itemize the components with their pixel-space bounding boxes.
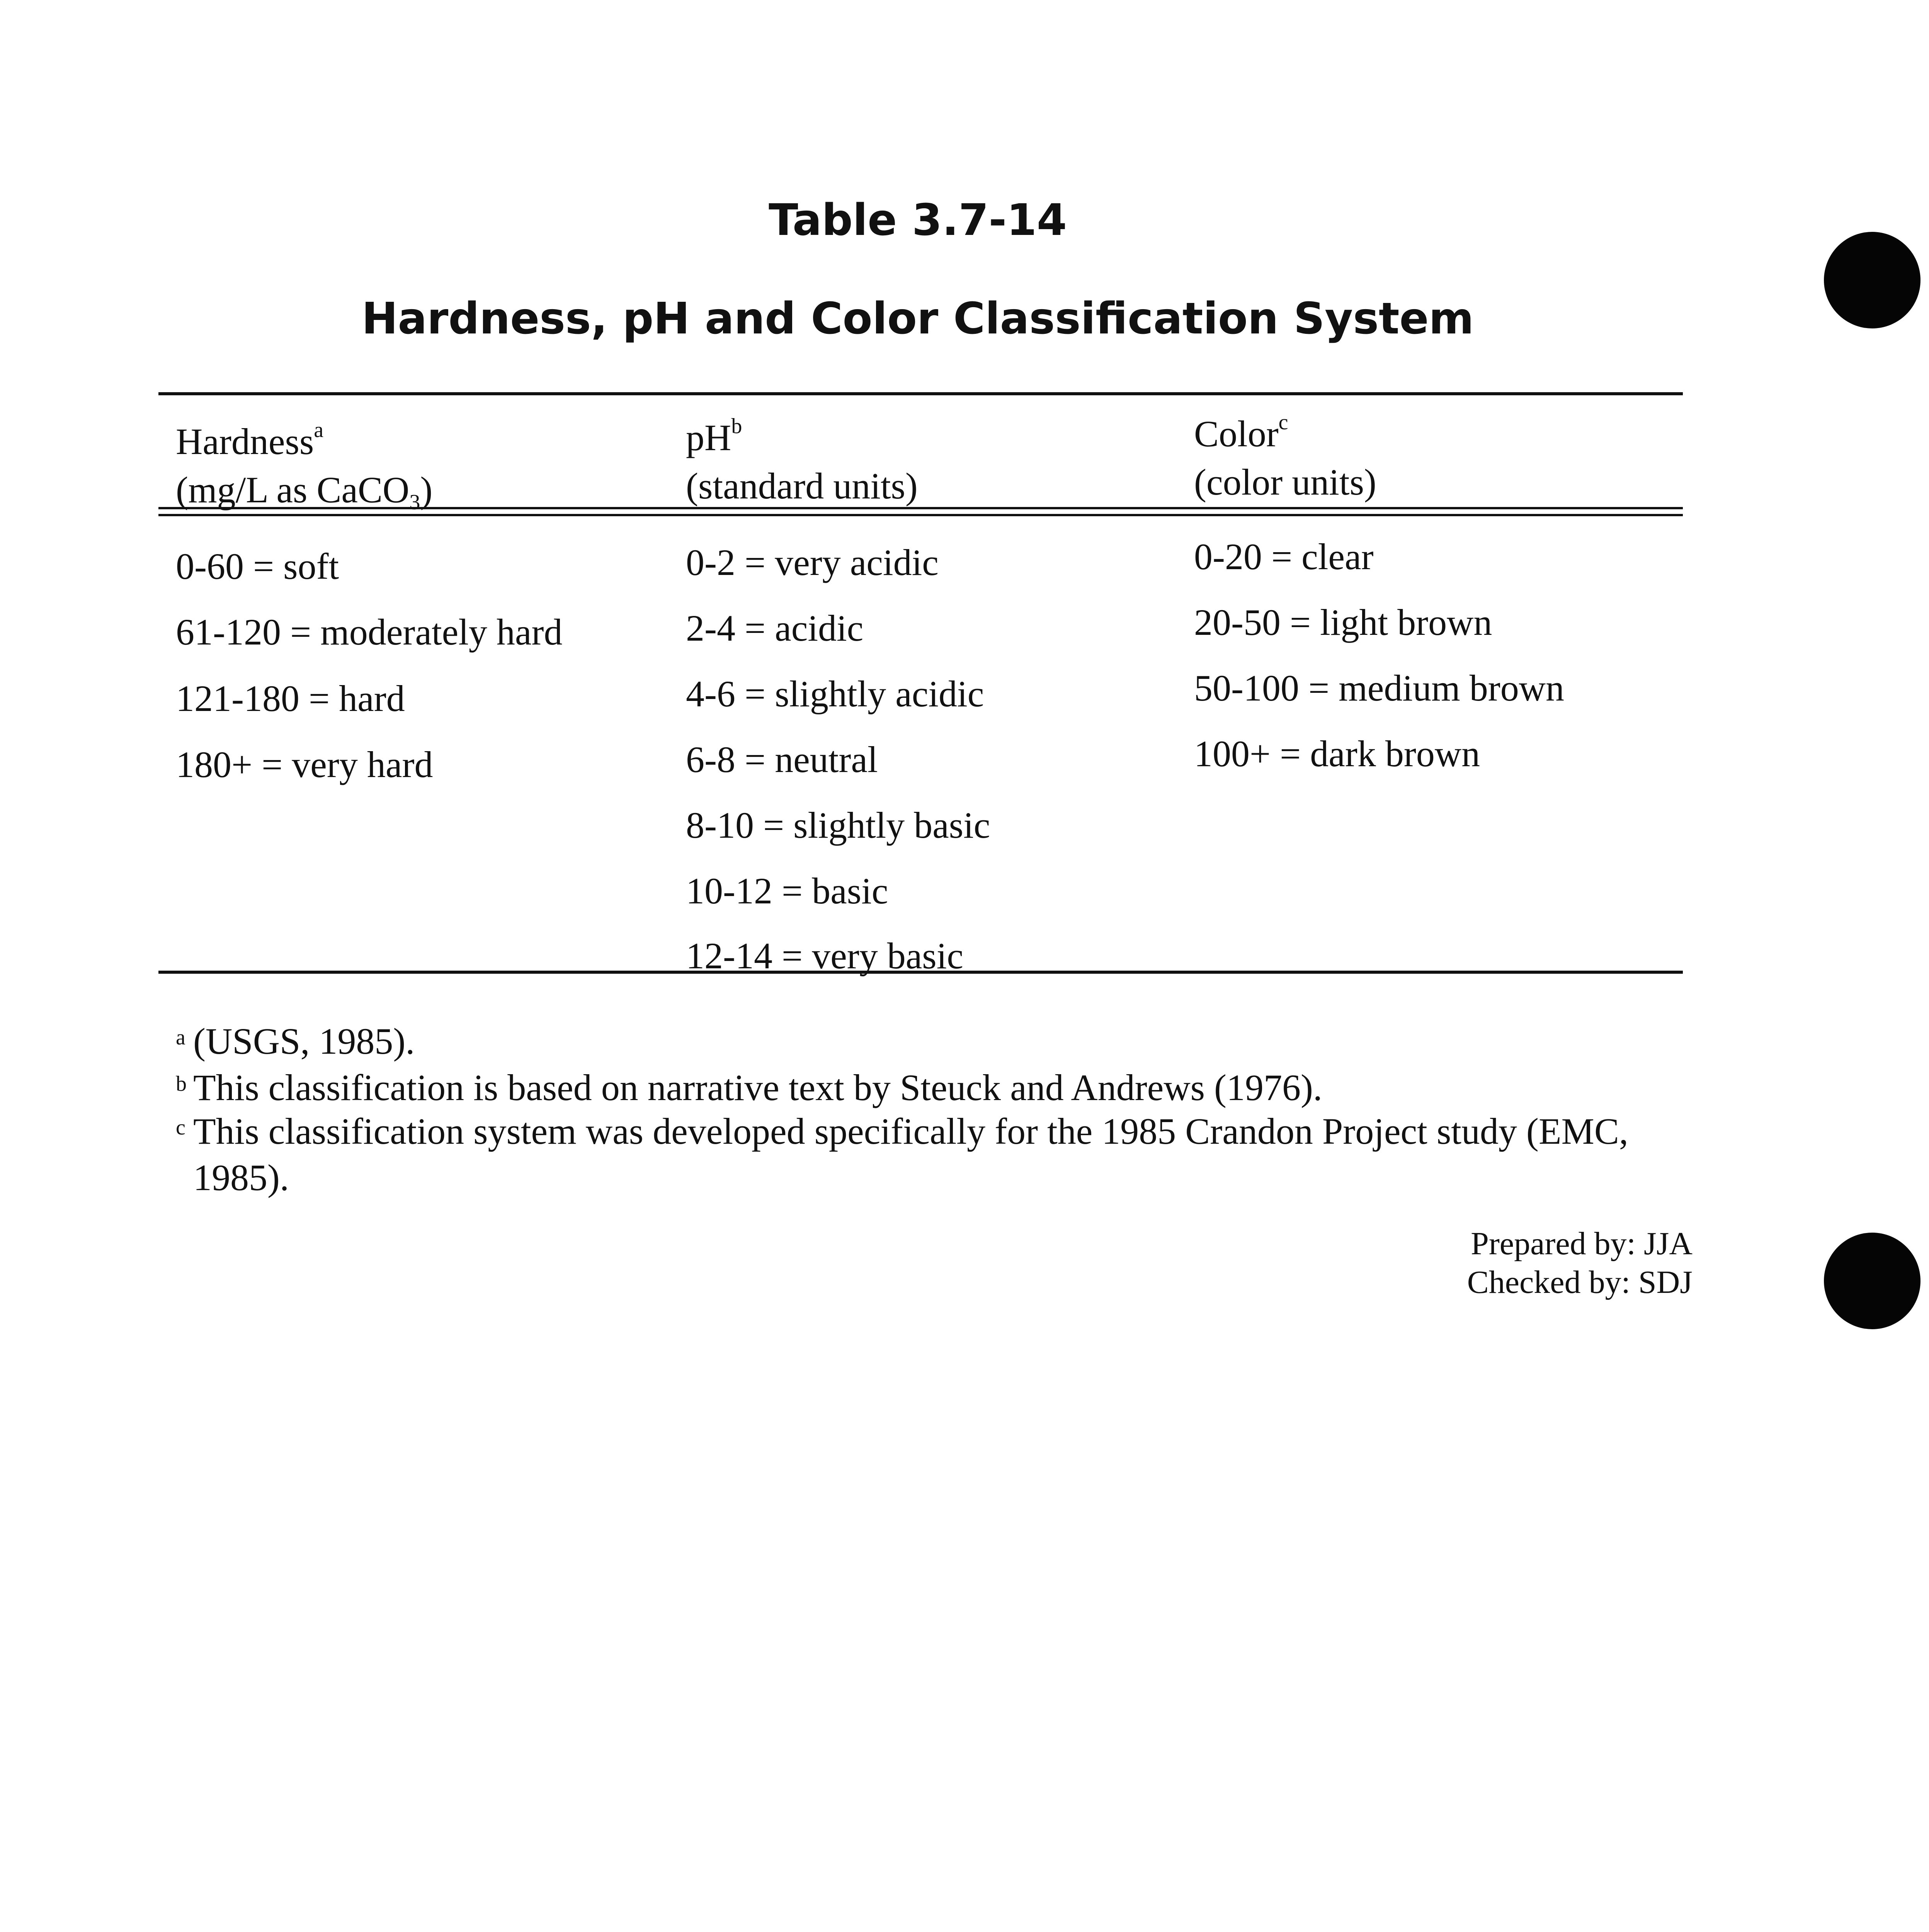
footnote-c-line2: 1985). bbox=[193, 1157, 289, 1198]
footnote-a-text: (USGS, 1985). bbox=[193, 1020, 415, 1062]
header-hardness-unit-prefix: (mg/L as CaCO bbox=[176, 469, 410, 510]
footnote-mark-b: b bbox=[176, 1072, 187, 1096]
table-title: Hardness, pH and Color Classification System bbox=[361, 294, 1474, 344]
header-hardness-unit-suffix: ) bbox=[420, 469, 433, 510]
color-cell: 50-100 = medium brown bbox=[1194, 667, 1565, 709]
header-hardness bbox=[176, 417, 432, 514]
checked-by: Checked by: SDJ bbox=[1467, 1264, 1693, 1300]
color-cell: 20-50 = light brown bbox=[1194, 602, 1492, 643]
binder-hole-middle bbox=[1824, 1233, 1920, 1329]
footnote-mark-c: c bbox=[176, 1116, 185, 1139]
hardness-cell: 121-180 = hard bbox=[176, 678, 405, 719]
hardness-cell: 180+ = very hard bbox=[176, 744, 433, 785]
hardness-cell: 61-120 = moderately hard bbox=[176, 611, 563, 653]
ph-cell: 0-2 = very acidic bbox=[686, 542, 939, 583]
ph-cell: 4-6 = slightly acidic bbox=[686, 673, 984, 714]
hardness-cell: 0-60 = soft bbox=[176, 546, 339, 587]
binder-hole-top bbox=[1824, 232, 1920, 328]
footnote-c bbox=[176, 1108, 1628, 1201]
header-ph-label: pH bbox=[686, 417, 731, 458]
header-color-label: Color bbox=[1194, 413, 1279, 454]
footnote-b bbox=[176, 1065, 1322, 1111]
color-cell: 0-20 = clear bbox=[1194, 536, 1374, 577]
table-number: Table 3.7-14 bbox=[769, 195, 1067, 245]
header-ph-unit: (standard units) bbox=[686, 465, 918, 507]
ph-cell: 12-14 = very basic bbox=[686, 935, 963, 976]
ph-cell: 10-12 = basic bbox=[686, 870, 888, 912]
footnote-b-text: This classification is based on narrative text by Steuck and Andrews (1976). bbox=[193, 1067, 1322, 1108]
header-color bbox=[1194, 410, 1376, 506]
header-ph bbox=[686, 413, 918, 510]
footnote-ref-b: b bbox=[731, 414, 742, 438]
prepared-by: Prepared by: JJA bbox=[1471, 1226, 1693, 1262]
color-cell: 100+ = dark brown bbox=[1194, 733, 1480, 774]
footnote-mark-a: a bbox=[176, 1026, 185, 1049]
footnote-c-line1: This classification system was developed specifically for the 1985 Crandon Project study (EMC, bbox=[193, 1111, 1628, 1152]
ph-cell: 6-8 = neutral bbox=[686, 739, 878, 780]
header-hardness-unit-subscript: 3 bbox=[409, 490, 420, 514]
footnote-a bbox=[176, 1018, 415, 1065]
footnote-ref-a: a bbox=[314, 418, 324, 442]
ph-cell: 8-10 = slightly basic bbox=[686, 804, 990, 846]
header-double-rule-lower bbox=[158, 514, 1683, 516]
header-hardness-label: Hardness bbox=[176, 421, 314, 462]
ph-cell: 2-4 = acidic bbox=[686, 607, 864, 649]
header-color-unit: (color units) bbox=[1194, 461, 1376, 503]
table-top-rule bbox=[158, 392, 1683, 395]
footnote-ref-c: c bbox=[1278, 410, 1288, 434]
